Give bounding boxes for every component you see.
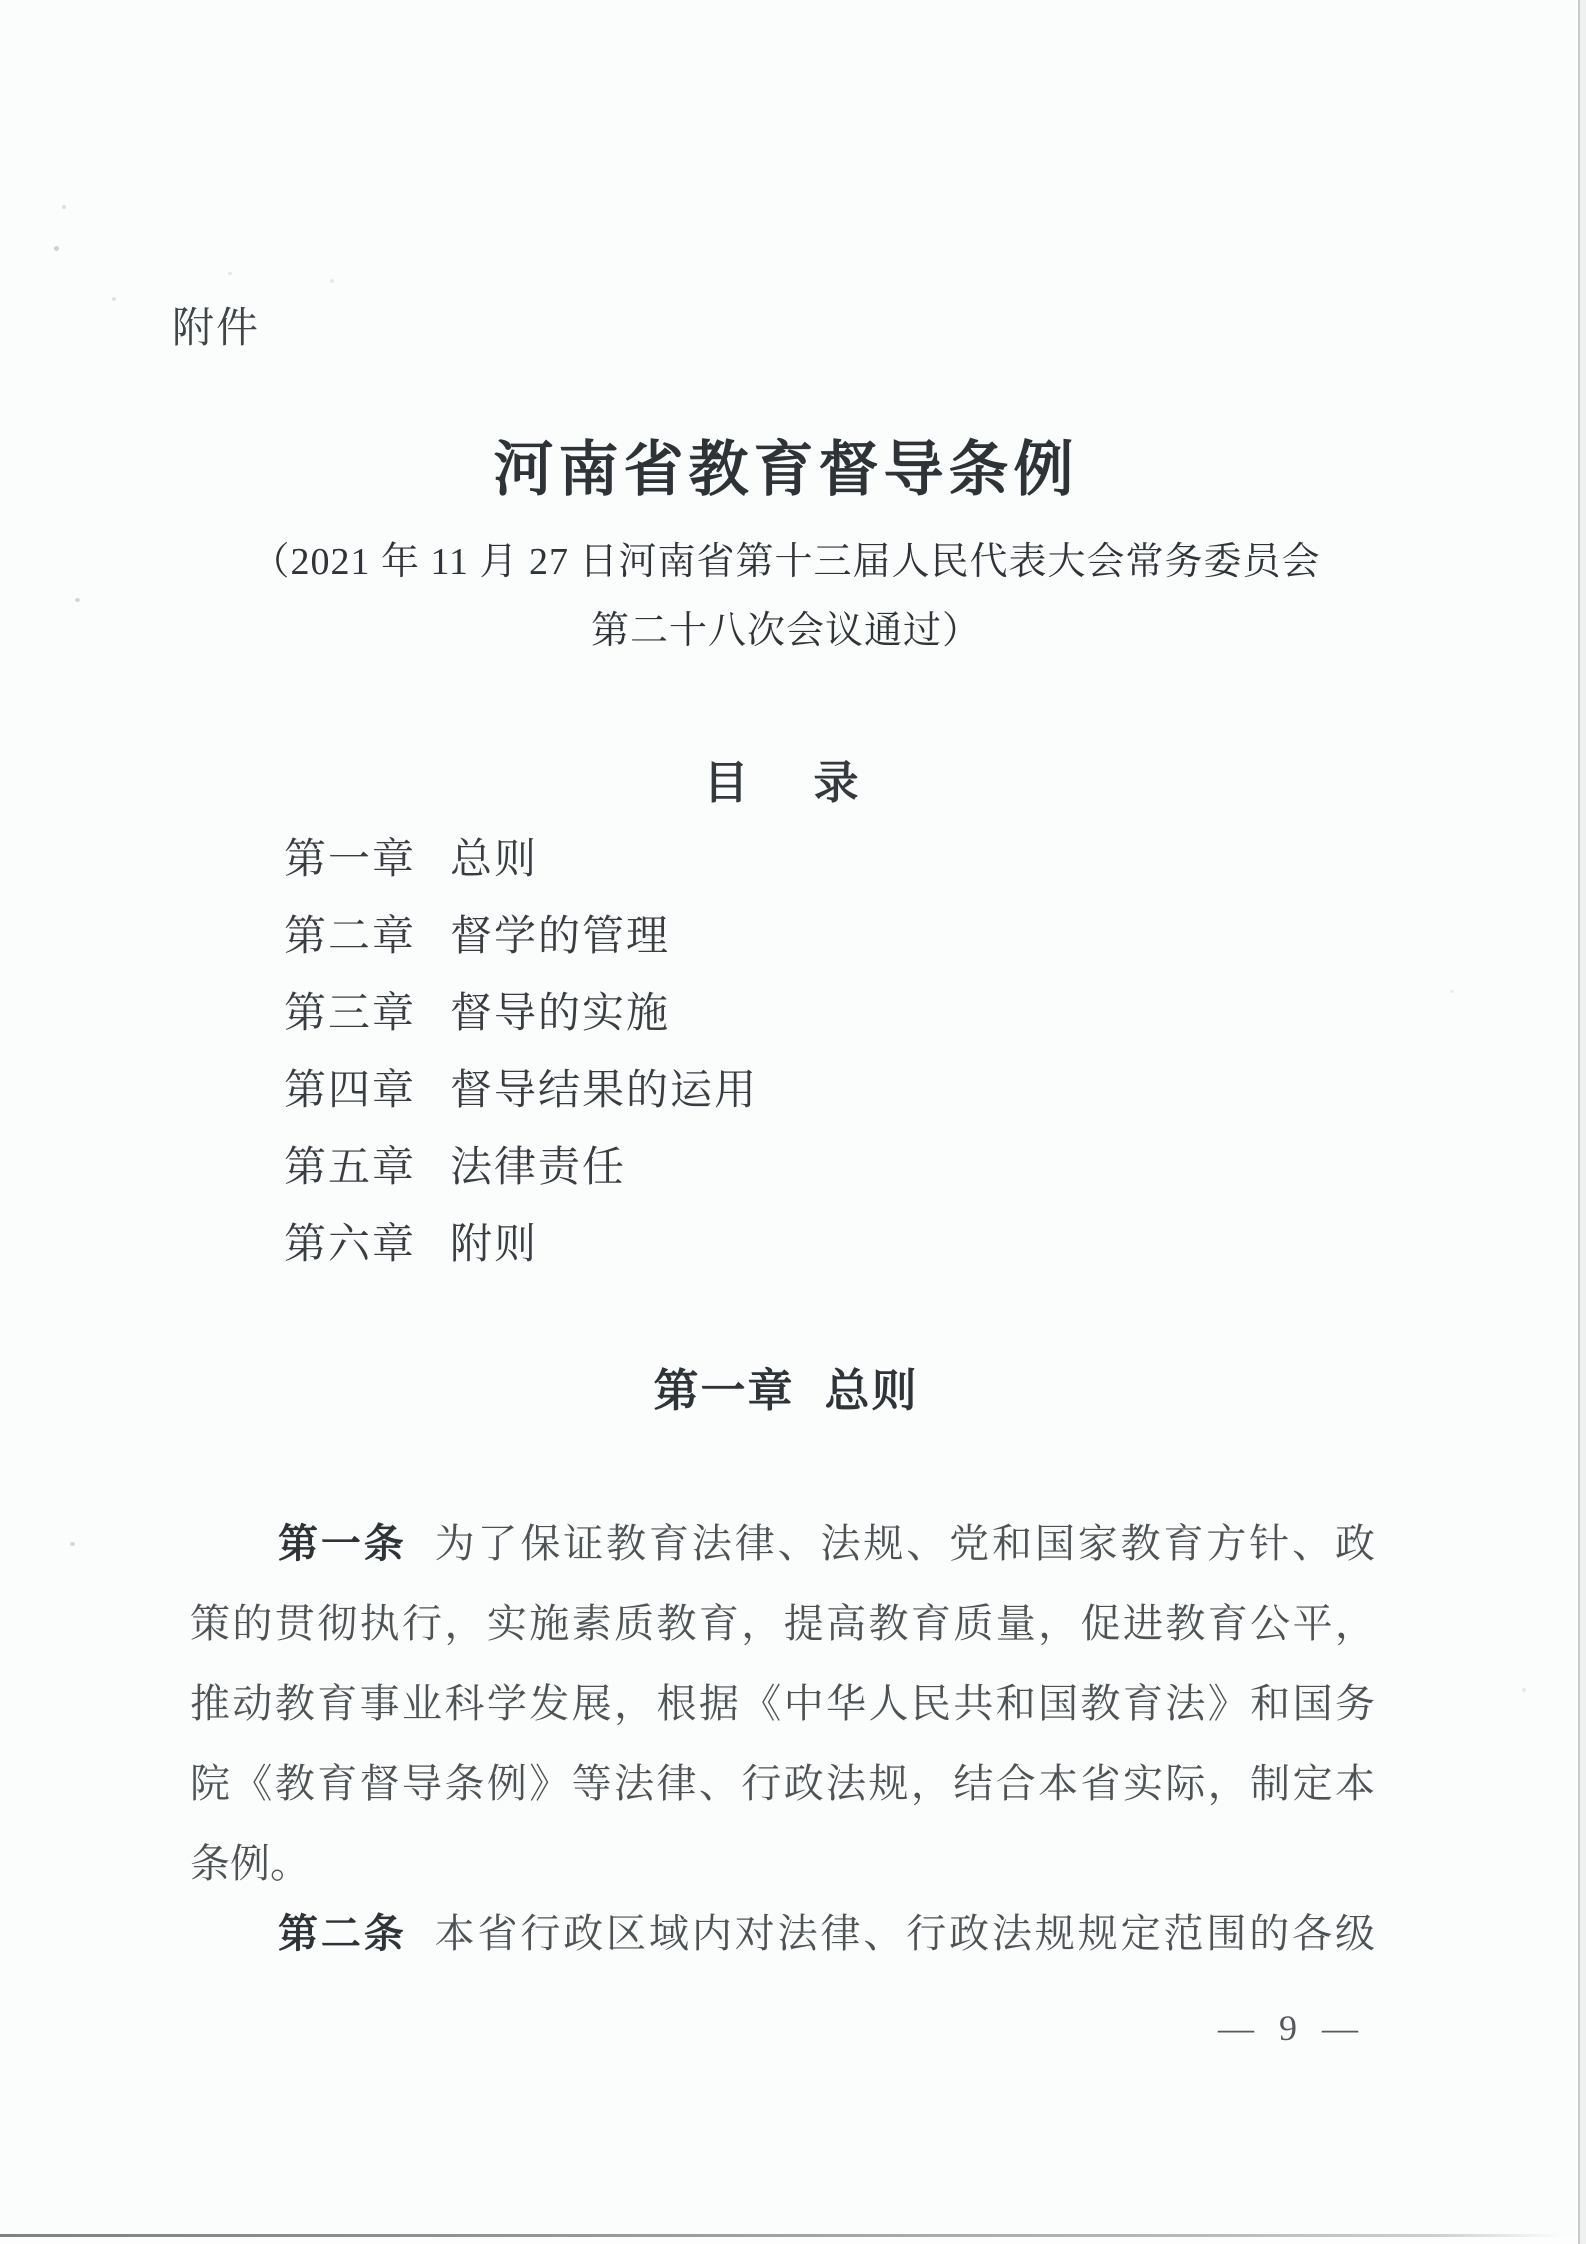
toc-chapter-title: 总则	[450, 837, 539, 883]
chapter1-section-heading	[0, 1366, 1572, 1418]
scan-speck	[112, 297, 116, 301]
article1-line3: 推动教育事业科学发展，根据《中华人民共和国教育法》和国务	[190, 1681, 1375, 1726]
article1-line1-text: 为了保证教育法律、法规、党和国家教育方针、政	[434, 1521, 1375, 1566]
subtitle-line1: （2021 年 11 月 27 日河南省第十三届人民代表大会常务委员会	[251, 541, 1321, 583]
toc-chapter-number: 第四章	[284, 1068, 417, 1114]
article2-line1-text: 本省行政区域内对法律、行政法规规定范围的各级	[434, 1911, 1375, 1956]
scan-speck	[54, 246, 59, 251]
toc-item-chapter4	[284, 1067, 758, 1115]
toc-chapter-title: 督学的管理	[450, 914, 671, 960]
article2-term: 第二条	[278, 1911, 407, 1956]
toc-heading: 目 录	[703, 758, 869, 808]
article1-line1	[190, 1521, 1375, 1567]
article1-line5: 条例。	[190, 1841, 310, 1886]
scan-speck	[75, 598, 80, 602]
toc-chapter-title: 附则	[450, 1222, 539, 1268]
toc-chapter-title: 督导的实施	[450, 991, 671, 1037]
toc-item-chapter1	[284, 836, 538, 884]
scan-page-right-edge	[1578, 0, 1586, 2244]
page-number: — 9 —	[1218, 2008, 1366, 2048]
toc-item-chapter3	[284, 990, 670, 1038]
toc-chapter-title: 督导结果的运用	[450, 1068, 759, 1114]
scan-speck	[330, 279, 334, 283]
scan-speck	[1450, 990, 1454, 993]
scan-speck	[1522, 1688, 1526, 1692]
article1-line4: 院《教育督导条例》等法律、行政法规，结合本省实际，制定本	[190, 1761, 1375, 1806]
toc-chapter-title: 法律责任	[450, 1145, 627, 1191]
toc-item-chapter6	[284, 1221, 538, 1269]
chapter-heading-number: 第一章	[653, 1366, 795, 1416]
chapter-heading-title: 总则	[824, 1366, 919, 1416]
article1-term: 第一条	[278, 1521, 407, 1566]
document-title: 河南省教育督导条例	[493, 437, 1079, 503]
scan-page-bottom-margin	[0, 2237, 1578, 2244]
toc-chapter-number: 第五章	[284, 1145, 417, 1191]
article2-line1	[190, 1911, 1375, 1957]
scan-speck	[70, 1542, 75, 1546]
subtitle-line2: 第二十八次会议通过）	[590, 610, 981, 652]
article1-line2: 策的贯彻执行，实施素质教育，提高教育质量，促进教育公平，	[190, 1601, 1375, 1646]
scan-speck	[228, 272, 232, 275]
attachment-label: 附件	[172, 304, 261, 351]
toc-item-chapter5	[284, 1144, 626, 1192]
toc-chapter-number: 第三章	[284, 991, 417, 1037]
toc-chapter-number: 第二章	[284, 914, 417, 960]
toc-chapter-number: 第六章	[284, 1222, 417, 1268]
toc-chapter-number: 第一章	[284, 837, 417, 883]
scan-speck	[62, 205, 66, 209]
toc-item-chapter2	[284, 913, 670, 961]
